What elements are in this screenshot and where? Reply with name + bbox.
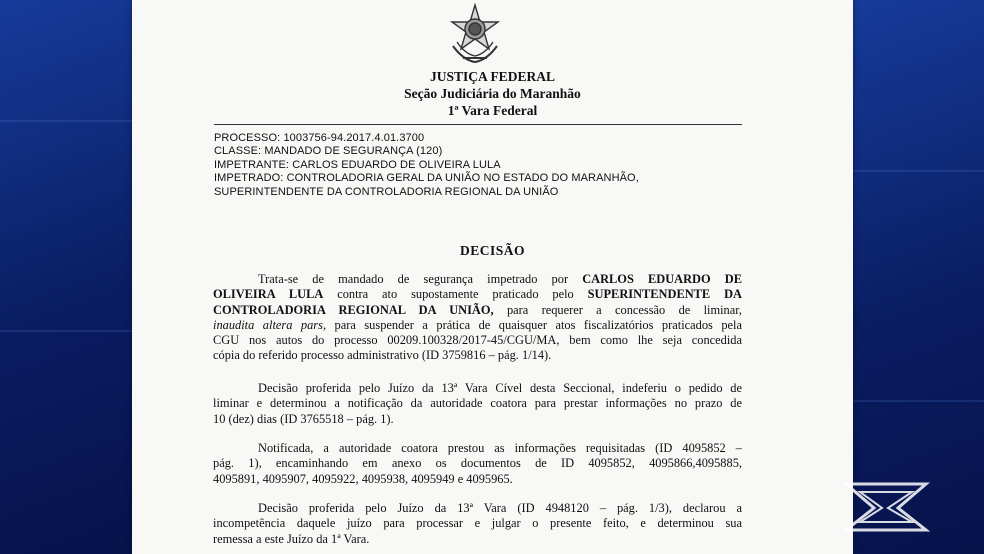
case-respondent-line1: IMPETRADO: CONTROLADORIA GERAL DA UNIÃO NO ESTADO DO MARANHÃO, (214, 172, 639, 185)
bold-span: SUPERINTENDENTE DA (587, 287, 742, 302)
paragraph-1 (213, 272, 742, 364)
text-span: , para suspender a prática de quaisquer atos fiscalizatórios praticados pela (322, 317, 742, 332)
background-stripe (853, 170, 984, 172)
case-respondent-line2: SUPERINTENDENTE DA CONTROLADORIA REGIONAL DA UNIÃO (214, 185, 559, 198)
paragraph-line: incompetência daquele juízo para processar e julgar o presente feito, e determinou sua (213, 516, 742, 531)
court-division: 1ª Vara Federal (447, 103, 538, 118)
background-right-panel (853, 0, 984, 554)
court-name: JUSTIÇA FEDERAL (430, 69, 555, 84)
text-span: Trata-se de mandado de segurança impetrado por (258, 272, 583, 286)
background-stripe (853, 400, 984, 402)
paragraph-line (213, 318, 742, 333)
text-span: para requerer a concessão de liminar, (493, 302, 742, 317)
document-page (132, 0, 853, 554)
paragraph-line (213, 441, 742, 456)
paragraph-line (213, 381, 742, 396)
section-name: Seção Judiciária do Maranhão (404, 86, 581, 101)
paragraph-2 (213, 381, 742, 427)
paragraph-line (213, 501, 742, 516)
italic-span: inaudita altera pars (213, 317, 323, 332)
bold-span: OLIVEIRA LULA (213, 287, 324, 302)
background-stripe (0, 330, 132, 332)
background-stripe (0, 120, 132, 122)
background-left-panel (0, 0, 132, 554)
paragraph-line (213, 272, 742, 287)
text-span: Decisão proferida pelo Juízo da 13ª Vara Cível desta Seccional, indeferiu o pedido de (258, 381, 742, 395)
case-petitioner: IMPETRANTE: CARLOS EDUARDO DE OLIVEIRA LULA (214, 158, 501, 171)
case-number: PROCESSO: 1003756-94.2017.4.01.3700 (214, 132, 425, 144)
paragraph-line: CGU nos autos do processo 00209.100328/2017-45/CGU/MA, bem como lhe seja concedida (213, 333, 742, 348)
document-title: DECISÃO (459, 243, 525, 258)
header-divider (214, 124, 742, 125)
case-class: CLASSE: MANDADO DE SEGURANÇA (120) (214, 145, 443, 158)
paragraph-4 (213, 501, 742, 547)
paragraph-line: remessa a este Juízo da 1ª Vara. (213, 531, 370, 546)
bold-span: CARLOS EDUARDO DE (582, 272, 742, 286)
brazil-coat-of-arms-icon (443, 2, 507, 66)
paragraph-line: 4095891, 4095907, 4095922, 4095938, 4095949 e 4095965. (213, 471, 513, 486)
paragraph-3 (213, 441, 742, 487)
case-metadata (214, 132, 774, 199)
paragraph-line: 10 (dez) dias (ID 3765518 – pág. 1). (213, 411, 394, 426)
paragraph-line (213, 287, 742, 302)
text-span: Notificada, a autoridade coatora prestou as informações requisitadas (ID 4095852 – (258, 441, 742, 455)
text-span: Decisão proferida pelo Juízo da 13ª Vara (ID 4948120 – pág. 1/3), declarou a (258, 501, 742, 515)
paragraph-line: liminar e determinou a notificação da autoridade coatora para prestar informações no prazo de (213, 396, 742, 411)
paragraph-line: pág. 1), encaminhando em anexo os documentos de ID 4095852, 4095866,4095885, (213, 456, 742, 471)
broadcaster-logo-icon (842, 478, 930, 536)
paragraph-line (213, 303, 742, 318)
bold-span: CONTROLADORIA REGIONAL DA UNIÃO, (213, 302, 494, 317)
text-span: contra ato supostamente praticado pelo (323, 287, 588, 302)
paragraph-line: cópia do referido processo administrativo (ID 3759816 – pág. 1/14). (213, 348, 552, 363)
